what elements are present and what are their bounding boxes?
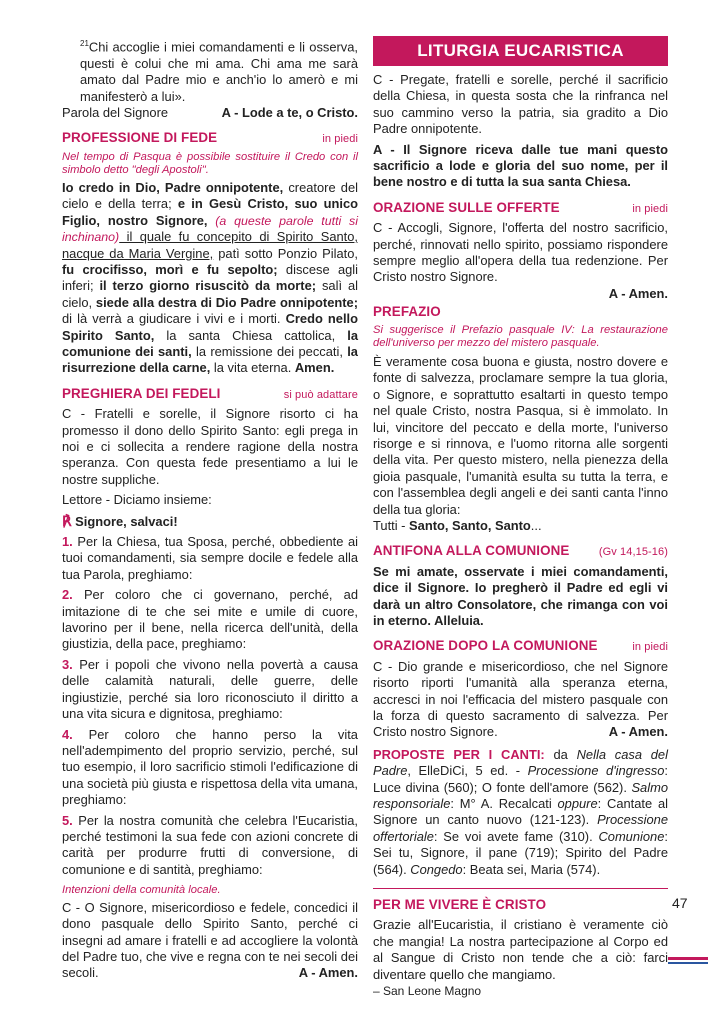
creed-text: Io credo in Dio, Padre onnipotente, creatore del cielo e della terra; e in Gesù Cristo, suo unico Figlio, nostro Signore, (a queste parole tutti si inchinano) il quale fu concepito di Spirito Santo, nacque da Maria Vergine, patì sotto Ponzio Pilato, fu crocifisso, morì e fu sepolto; discese agli inferi; il terzo giorno risuscitò da morte; salì al cielo, siede alla destra di Dio Padre onnipotente; di là verrà a giudicare i vivi e i morti. Credo nello Spirito Santo, la santa Chiesa cattolica, la comunione dei santi, la remissione dei peccati, la risurrezione della carne, la vita eterna. Amen. (62, 179, 359, 376)
preface-text: È veramente cosa buona e giusta, nostro dovere e fonte di salvezza, proclamare sempre la tua gloria, o Signore, e soprattutto esaltarti in questo tempo nel quale Cristo, nostra Pasqua, si è immolato. In lui, vincitore del peccato e della morte, l'universo risorge e si rinnova, e l'uomo ritorna alle sorgenti della vita. Per questo mistero, nella pienezza della gioia pasquale, l'umanità esulta su tutta la terra, e con l'assemblea degli angeli e dei santi canta l'inno della tua gloria: (373, 353, 668, 517)
intention-item: 2. Per coloro che ci governano, perché, ad imitazione di te che sei mite e umile di cuore, lavorino per il bene, nella ricerca dell'unità, della giustizia, della pace, preghiamo: (62, 587, 358, 652)
sanctus-line: Tutti - Santo, Santo, Santo... (373, 517, 542, 533)
post-communion-text: C - Dio grande e misericordioso, che nel Signore risorto riporti l'umanità alla speranza eterna, accresci in noi l'efficacia del mistero pasquale con la forza di questo sacramento di salvezza. Per Cristo nostro Signore. A - Amen. (373, 658, 668, 740)
response-symbol: ℟ (62, 512, 72, 529)
response-line: ℟ Signore, salvaci! (62, 512, 178, 529)
communion-antiphon-text: Se mi amate, osservate i miei comandamenti, dice il Signore. Io pregherò il Padre ed egli vi darà un altro Consolatore, che rimanga con voi in eterno. Alleluia. (373, 563, 668, 628)
preface-rubric: Si suggerisce il Prefazio pasquale IV: La restaurazione dell'universo per mezzo del mistero pasquale. (373, 323, 668, 350)
intentions-list (62, 534, 358, 878)
intention-item: 3. Per i popoli che vivono nella povertà a causa delle calamità naturali, delle guerre, delle ingiustizie, perché sia loro riconosciuto il diritto a una vita sicura e dignitosa, preghiamo: (62, 656, 358, 722)
intention-item: 5. Per la nostra comunità che celebra l'Eucaristia, perché testimoni la sua fede con azioni concrete di carità per produrre frutti di conversione, di comunione e di santità, preghiamo: (62, 812, 358, 877)
offerings-amen: A - Amen. (608, 285, 668, 301)
offerings-heading: ORAZIONE SULLE OFFERTE in piedi (373, 200, 668, 217)
reflection-heading: PER ME VIVERE È CRISTO (373, 897, 547, 913)
prayers-note: si può adattare (283, 388, 358, 401)
liturgy-banner: LITURGIA EUCARISTICA (373, 36, 668, 66)
offerings-text: C - Accogli, Signore, l'offerta del nostro sacrificio, perché, rinnovati nello spirito, possiamo rispondere sempre meglio all'opera della tua redenzione. Per Cristo nostro Signore. (373, 220, 668, 285)
section-divider (373, 888, 668, 889)
gospel-response: A - Lode a te, o Cristo. (221, 104, 358, 120)
gospel-acclamation (62, 105, 358, 121)
post-communion-heading: ORAZIONE DOPO LA COMUNIONE in piedi (373, 638, 668, 655)
lector-line: Lettore - Diciamo insieme: (62, 492, 212, 508)
creed-rubric: Nel tempo di Pasqua è possibile sostituire il Credo con il simbolo detto "degli Apostoli". (62, 150, 358, 177)
page-mark (668, 957, 708, 960)
local-intentions: Intenzioni della comunità locale. (62, 884, 221, 897)
offerings-note: in piedi (632, 202, 668, 215)
communion-antiphon-heading: ANTIFONA ALLA COMUNIONE (Gv 14,15-16) (373, 543, 668, 560)
creed-heading: PROFESSIONE DI FEDE in piedi (62, 130, 358, 147)
offertory-invitation: C - Pregate, fratelli e sorelle, perché il sacrificio della Chiesa, in questa sosta che la rinfranca nel suo cammino verso la patria, sia gradito a Dio Padre onnipotente. (373, 72, 668, 137)
prayers-intro: C - Fratelli e sorelle, il Signore risorto ci ha promesso il dono dello Spirito Santo: egli prega in noi e ci sollecita a rendere ragione della nostra speranza. Con questa fede presentiamo a lui le nostre suppliche. (62, 406, 358, 487)
song-suggestions: PROPOSTE PER I CANTI: da Nella casa del Padre, ElleDiCi, 5 ed. - Processione d'ingresso: Luce divina (560); O fonte dell'amore (562). Salmo responsoriale: M° A. Recalcati oppure: Cantate al Signore un canto nuovo (121-123). Processione offertoriale: Se voi avete fame (310). Comunione: Sei tu, Signore, il pane (719); Spirito del Padre (564). Congedo: Beata sei, Maria (574). (373, 746, 668, 877)
post-communion-note: in piedi (632, 641, 668, 654)
creed-note: in piedi (322, 133, 358, 146)
offertory-response: A - Il Signore riceva dalle tue mani questo sacrificio a lode e gloria del suo nome, per il bene nostro e di tutta la sua santa Chiesa. (373, 141, 668, 190)
antiphon-reference: (Gv 14,15-16) (598, 546, 668, 559)
left-column (62, 36, 358, 982)
right-column (373, 36, 668, 1000)
intention-item: 4. Per coloro che hanno perso la vita nell'adempimento del proprio servizio, perché, sul tuo esempio, il loro sacrificio stimoli l'edificazione di una società più giusta e rispettosa della vita umana, preghiamo: (62, 726, 358, 808)
reflection-author: – San Leone Magno (373, 984, 482, 999)
page-mark-secondary (668, 962, 708, 964)
verse-number: 21 (80, 39, 89, 48)
intention-item: 1. Per la Chiesa, tua Sposa, perché, obbediente ai tuoi comandamenti, sia sempre docile e fedele alla tua Parola, preghiamo: (62, 534, 358, 582)
prayers-heading: PREGHIERA DEI FEDELI si può adattare (62, 386, 358, 403)
reflection-text: Grazie all'Eucaristia, il cristiano è veramente ciò che mangia! La nostra partecipazione al Corpo ed al Sangue di Cristo non tende che a ciò: farci diventare quello che mangiamo. (373, 917, 668, 982)
prayers-closing: C - O Signore, misericordioso e fedele, concedici il dono pasquale dello Spirito Santo, perché ci insegni ad amare i fratelli e ad accogliere la volontà del Padre tuo, che vive e regna con te nei secoli dei secoli. A - Amen. (62, 899, 358, 981)
gospel-ending: $^{21}$Chi accoglie i miei comandamenti e li osserva, questi è colui che mi ama. Chi ama me sarà amato dal Padre mio e anch'io lo amerò e mi manifesterò a lui». (80, 39, 358, 104)
page-number: 47 (672, 895, 688, 911)
gospel-word: Parola del Signore (62, 104, 169, 120)
preface-heading: PREFAZIO (373, 304, 441, 320)
